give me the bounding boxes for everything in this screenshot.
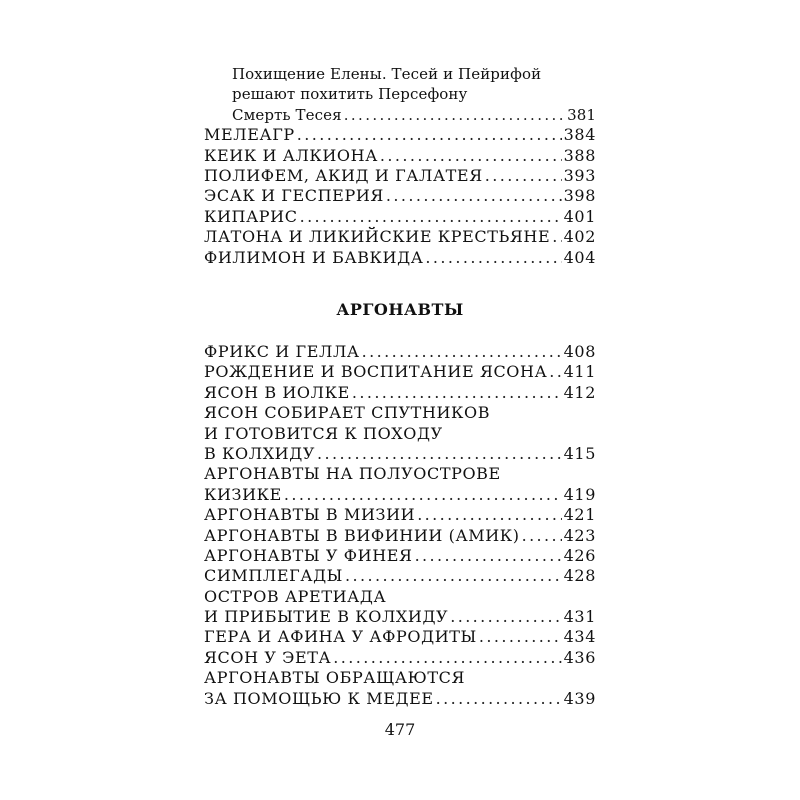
dot-leader xyxy=(300,207,562,227)
toc-entry-line xyxy=(204,207,596,227)
dot-leader xyxy=(386,186,562,206)
toc-entry-page: 431 xyxy=(563,607,596,627)
toc-entry-line xyxy=(204,566,596,586)
toc-entry-title: АРГОНАВТЫ В МИЗИИ xyxy=(204,505,416,525)
toc-entry-title: ЯСОН В ИОЛКЕ xyxy=(204,382,350,402)
toc-entry-line xyxy=(204,546,596,566)
toc-entry-title: И ПРИБЫТИЕ В КОЛХИДУ xyxy=(204,607,449,627)
toc-entry-title: СИМПЛЕГАДЫ xyxy=(204,566,344,586)
dot-leader xyxy=(345,566,562,586)
toc-entry-title: КИЗИКЕ xyxy=(204,484,282,504)
toc-entry-page: 434 xyxy=(563,627,596,647)
toc-entry-page: 412 xyxy=(563,382,596,402)
toc-entry-title: АРГОНАВТЫ В ВИФИНИИ (АМИК) xyxy=(204,525,520,545)
toc-entry-title: ЯСОН СОБИРАЕТ СПУТНИКОВ xyxy=(204,403,491,423)
toc-entry-line xyxy=(204,485,596,505)
toc-entry-page: 439 xyxy=(563,688,596,708)
toc-entry-line xyxy=(204,587,596,607)
toc-section-2 xyxy=(204,342,596,709)
toc-entry-title: АРГОНАВТЫ ОБРАЩАЮТСЯ xyxy=(204,668,465,688)
dot-leader xyxy=(479,627,562,647)
toc-entry-title: ФРИКС И ГЕЛЛА xyxy=(204,342,360,361)
toc-entry-title: КЕИК И АЛКИОНА xyxy=(204,145,378,165)
dot-leader xyxy=(415,546,562,566)
dot-leader xyxy=(352,383,562,403)
dot-leader xyxy=(297,125,562,145)
toc-entry-title: ЛАТОНА И ЛИКИЙСКИЕ КРЕСТЬЯНЕ xyxy=(204,227,551,247)
toc-entry-line xyxy=(204,607,596,627)
toc-entry-line xyxy=(204,105,596,125)
toc-entry-page: 401 xyxy=(563,206,596,226)
toc-entry-page: 415 xyxy=(563,443,596,463)
toc-entry-line xyxy=(204,125,596,145)
toc-entry-title: МЕЛЕАГР xyxy=(204,125,295,145)
dot-leader xyxy=(436,689,562,709)
dot-leader xyxy=(362,342,562,362)
toc-entry-title: Похищение Елены. Тесей и Пейрифой xyxy=(232,65,542,83)
toc-entry-line xyxy=(204,146,596,166)
toc-entry-title: КИПАРИС xyxy=(204,206,298,226)
toc-entry-page: 423 xyxy=(563,525,596,545)
toc-entry-title: ПОЛИФЕМ, АКИД И ГАЛАТЕЯ xyxy=(204,165,483,185)
toc-entry-line xyxy=(204,464,596,484)
dot-leader xyxy=(450,607,561,627)
dot-leader xyxy=(417,505,561,525)
toc-entry-title: Смерть Тесея xyxy=(232,105,342,124)
toc-entry-line xyxy=(204,444,596,464)
toc-entry-page: 426 xyxy=(563,545,596,565)
toc-entry-line xyxy=(204,166,596,186)
toc-entry-title: ОСТРОВ АРЕТИАДА xyxy=(204,586,387,606)
toc-entry-page: 398 xyxy=(563,186,596,206)
toc-entry-title: ЯСОН У ЭЕТА xyxy=(204,647,332,667)
dot-leader xyxy=(549,362,561,382)
toc-entry-page: 428 xyxy=(563,566,596,586)
dot-leader xyxy=(425,248,561,268)
toc-entry-line xyxy=(204,342,596,362)
toc-entry-title: ГЕРА И АФИНА У АФРОДИТЫ xyxy=(204,627,477,647)
dot-leader xyxy=(522,526,562,546)
toc-entry-line xyxy=(204,668,596,688)
toc-entry-title: АРГОНАВТЫ У ФИНЕЯ xyxy=(204,545,413,565)
toc-entry-line xyxy=(204,248,596,268)
toc-entry-page: 388 xyxy=(563,145,596,165)
toc-entry-title: решают похитить Персефону xyxy=(232,85,468,104)
toc-entry-line xyxy=(204,383,596,403)
toc-entry-line xyxy=(204,227,596,247)
toc-entry-line xyxy=(204,84,596,104)
toc-entry-title: В КОЛХИДУ xyxy=(204,443,316,463)
dot-leader xyxy=(333,648,561,668)
dot-leader xyxy=(552,227,561,247)
dot-leader xyxy=(485,166,562,186)
toc-entry-title: ФИЛИМОН И БАВКИДА xyxy=(204,247,424,267)
dot-leader xyxy=(284,485,562,505)
toc-entry-page: 419 xyxy=(563,484,596,504)
toc-entry-page: 408 xyxy=(563,342,596,361)
toc-entry-line xyxy=(204,689,596,709)
toc-entry-line xyxy=(204,424,596,444)
toc-entry-page: 381 xyxy=(567,105,596,124)
dot-leader xyxy=(344,105,565,125)
toc-entry-title: ЭСАК И ГЕСПЕРИЯ xyxy=(204,186,384,206)
toc-entry-page: 402 xyxy=(563,227,596,247)
toc-entry-page: 411 xyxy=(563,362,596,382)
toc-section-1 xyxy=(204,64,596,268)
dot-leader xyxy=(380,146,562,166)
toc-entry-line xyxy=(204,64,596,84)
toc-entry-line xyxy=(204,403,596,423)
toc-entry-page: 384 xyxy=(563,125,596,145)
toc-entry-line xyxy=(204,648,596,668)
toc-entry-line xyxy=(204,627,596,647)
toc-entry-title: И ГОТОВИТСЯ К ПОХОДУ xyxy=(204,423,443,443)
page-number: 477 xyxy=(384,720,416,739)
toc-entry-page: 393 xyxy=(563,165,596,185)
toc-entry-line xyxy=(204,186,596,206)
section-heading: АРГОНАВТЫ xyxy=(336,300,464,319)
toc-entry-title: ЗА ПОМОЩЬЮ К МЕДЕЕ xyxy=(204,688,434,708)
toc-entry-line xyxy=(204,362,596,382)
toc-entry-page: 421 xyxy=(563,505,596,525)
toc-entry-page: 404 xyxy=(563,247,596,267)
toc-entry-title: РОЖДЕНИЕ И ВОСПИТАНИЕ ЯСОНА xyxy=(204,362,548,382)
toc-entry-title: АРГОНАВТЫ НА ПОЛУОСТРОВЕ xyxy=(204,464,501,484)
toc-entry-line xyxy=(204,505,596,525)
toc-entry-page: 436 xyxy=(563,647,596,667)
dot-leader xyxy=(317,444,562,464)
toc-entry-line xyxy=(204,526,596,546)
